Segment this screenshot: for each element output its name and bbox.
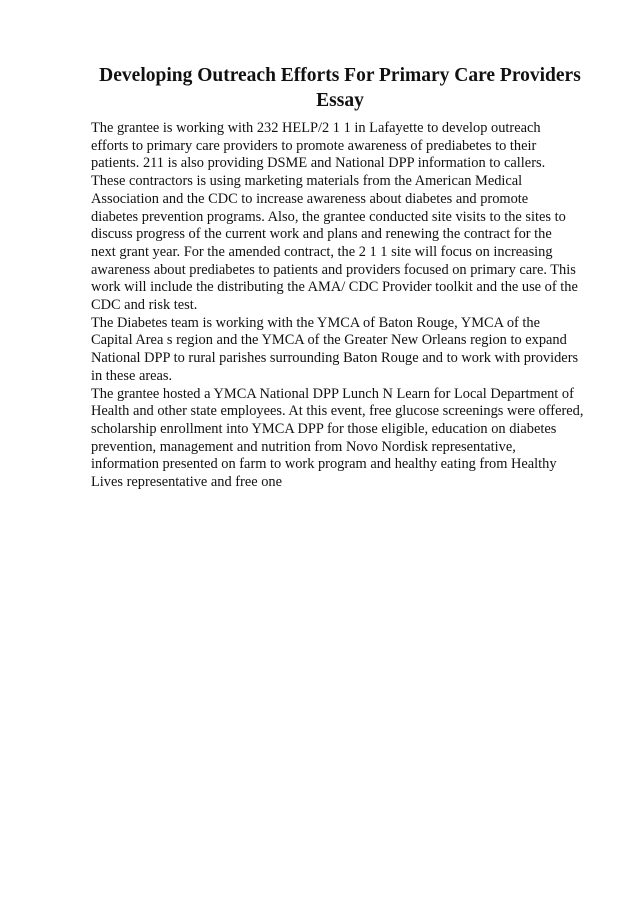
body-line: patients. 211 is also providing DSME and National DPP information to callers. <box>91 155 546 172</box>
body-line: scholarship enrollment into YMCA DPP for those eligible, education on diabetes <box>91 420 557 437</box>
body-line: CDC and risk test. <box>91 297 198 314</box>
body-line: The grantee is working with 232 HELP/2 1 1 in Lafayette to develop outreach <box>91 120 541 136</box>
body-line: work will include the distributing the AMA/ CDC Provider toolkit and the use of the <box>91 279 578 296</box>
body-line: Association and the CDC to increase awareness about diabetes and promote <box>91 190 529 207</box>
body-line: National DPP to rural parishes surrounding Baton Rouge and to work with providers <box>91 350 579 367</box>
body-line: The grantee hosted a YMCA National DPP Lunch N Learn for Local Department of <box>91 385 574 402</box>
title-line: Essay <box>316 90 364 111</box>
body-line: Capital Area s region and the YMCA of the Greater New Orleans region to expand <box>91 332 567 349</box>
body-line: next grant year. For the amended contract, the 2 1 1 site will focus on increasing <box>91 243 553 260</box>
body-line: The Diabetes team is working with the YMCA of Baton Rouge, YMCA of the <box>91 314 540 331</box>
body-line: awareness about prediabetes to patients and providers focused on primary care. This <box>91 261 576 278</box>
title-line: Developing Outreach Efforts For Primary Care Providers <box>99 65 581 86</box>
body-line: Health and other state employees. At this event, free glucose screenings were offered, <box>91 403 584 420</box>
body-line: Lives representative and free one <box>91 474 282 491</box>
document-body <box>91 120 606 492</box>
body-line: discuss progress of the current work and plans and renewing the contract for the <box>91 226 552 243</box>
body-line: prevention, management and nutrition from Novo Nordisk representative, <box>91 438 516 455</box>
body-line: information presented on farm to work program and healthy eating from Healthy <box>91 456 557 473</box>
body-line: diabetes prevention programs. Also, the grantee conducted site visits to the sites to <box>91 208 566 225</box>
body-line: These contractors is using marketing materials from the American Medical <box>91 173 523 190</box>
body-line: efforts to primary care providers to promote awareness of prediabetes to their <box>91 137 537 154</box>
document-title <box>60 63 620 113</box>
body-line: in these areas. <box>91 367 173 384</box>
